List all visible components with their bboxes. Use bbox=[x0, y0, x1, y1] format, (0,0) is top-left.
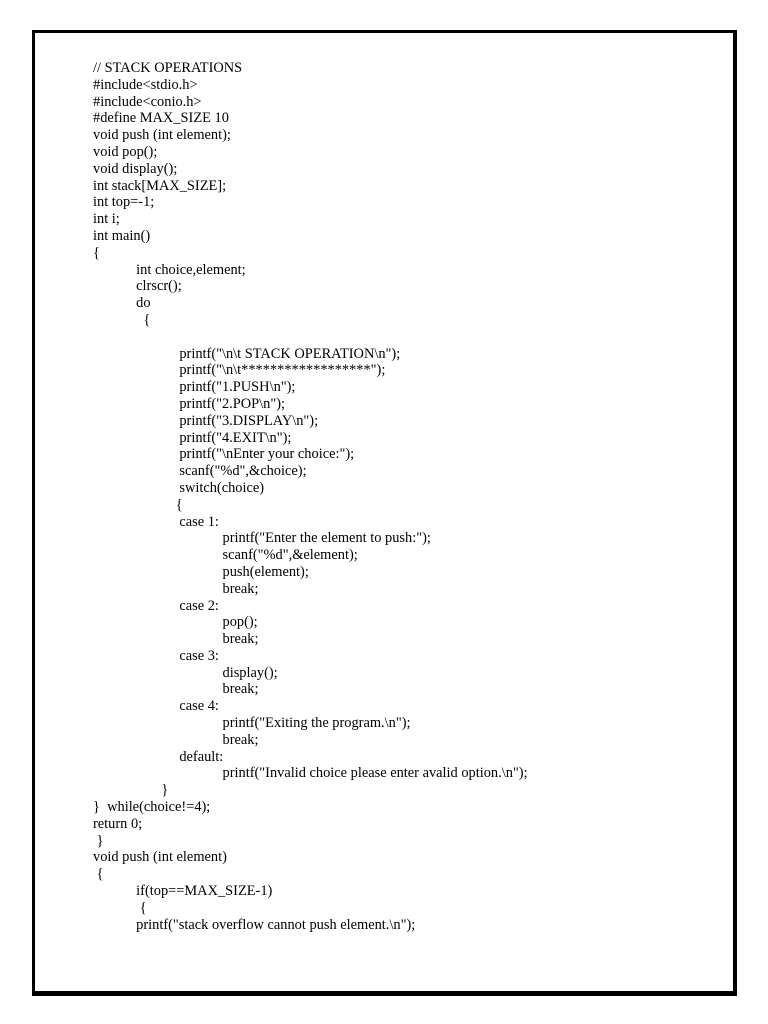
code-line: int top=-1; bbox=[93, 194, 155, 211]
code-line: case 2: bbox=[93, 597, 219, 614]
code-line: void push (int element); bbox=[93, 127, 231, 144]
code-line: printf("Enter the element to push:"); bbox=[93, 530, 431, 547]
code-line: printf("\nEnter your choice:"); bbox=[93, 446, 355, 463]
code-line: printf("3.DISPLAY\n"); bbox=[93, 412, 319, 429]
code-line: printf("1.PUSH\n"); bbox=[93, 379, 296, 396]
code-line: #include<stdio.h> bbox=[93, 76, 198, 93]
code-line: int main() bbox=[93, 227, 151, 244]
code-line: printf("2.POP\n"); bbox=[93, 395, 286, 412]
code-line: void push (int element) bbox=[93, 849, 227, 866]
code-line: printf("\n\t******************"); bbox=[93, 362, 386, 379]
code-line: printf("Exiting the program.\n"); bbox=[93, 715, 411, 732]
code-line: } bbox=[93, 832, 104, 849]
code-line: default: bbox=[93, 748, 224, 765]
code-line: printf("stack overflow cannot push element.\n"); bbox=[93, 916, 416, 933]
code-line: { bbox=[93, 496, 183, 513]
code-line: } bbox=[93, 782, 169, 799]
code-line: { bbox=[93, 244, 100, 261]
code-line: printf("\n\t STACK OPERATION\n"); bbox=[93, 345, 401, 362]
code-line: printf("4.EXIT\n"); bbox=[93, 429, 292, 446]
code-line: printf("Invalid choice please enter avalid option.\n"); bbox=[93, 765, 528, 782]
code-line: break; bbox=[93, 580, 259, 597]
code-line: { bbox=[93, 311, 151, 328]
code-line: display(); bbox=[93, 664, 278, 681]
code-line: pop(); bbox=[93, 614, 258, 631]
code-line: clrscr(); bbox=[93, 278, 182, 295]
code-line: if(top==MAX_SIZE-1) bbox=[93, 883, 273, 900]
code-line: break; bbox=[93, 731, 259, 748]
code-line: #include<conio.h> bbox=[93, 93, 202, 110]
code-line: switch(choice) bbox=[93, 479, 265, 496]
code-line: break; bbox=[93, 631, 259, 648]
code-line: scanf("%d",&element); bbox=[93, 547, 358, 564]
code-line: return 0; bbox=[93, 815, 143, 832]
code-line: do bbox=[93, 295, 151, 312]
code-line: int i; bbox=[93, 211, 120, 228]
code-line: } while(choice!=4); bbox=[93, 799, 211, 816]
code-line bbox=[93, 329, 528, 346]
code-listing bbox=[93, 60, 528, 933]
code-line: #define MAX_SIZE 10 bbox=[93, 110, 229, 127]
code-line: int choice,element; bbox=[93, 261, 246, 278]
code-line: void display(); bbox=[93, 160, 178, 177]
code-line: { bbox=[93, 899, 147, 916]
code-line: case 3: bbox=[93, 647, 219, 664]
code-line: { bbox=[93, 866, 104, 883]
code-line: int stack[MAX_SIZE]; bbox=[93, 177, 227, 194]
code-line: void pop(); bbox=[93, 143, 158, 160]
code-line: // STACK OPERATIONS bbox=[93, 60, 243, 76]
code-line: case 4: bbox=[93, 698, 219, 715]
code-line: scanf("%d",&choice); bbox=[93, 463, 307, 480]
code-line: case 1: bbox=[93, 513, 219, 530]
code-line: push(element); bbox=[93, 563, 309, 580]
code-line: break; bbox=[93, 681, 259, 698]
